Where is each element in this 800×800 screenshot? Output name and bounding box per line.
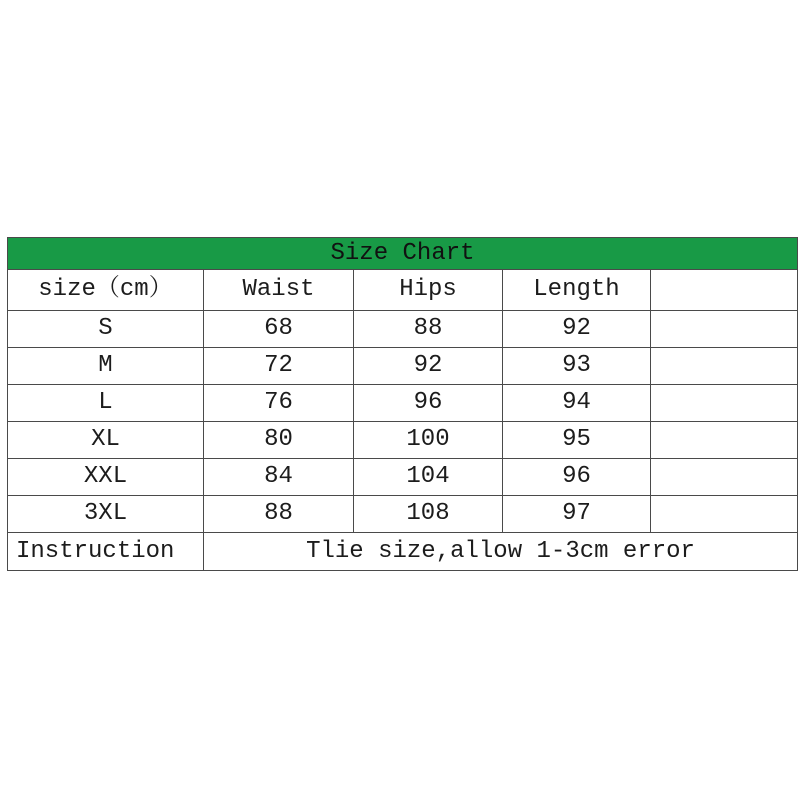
cell-waist: 72 (204, 348, 354, 385)
title-row (8, 238, 798, 270)
cell-extra (651, 385, 798, 422)
instruction-label: Instruction (8, 533, 204, 571)
cell-size: L (8, 385, 204, 422)
cell-extra (651, 348, 798, 385)
column-header-waist: Waist (204, 270, 354, 311)
table-row (8, 311, 798, 348)
cell-waist: 88 (204, 496, 354, 533)
cell-hips: 100 (354, 422, 503, 459)
column-header-hips: Hips (354, 270, 503, 311)
column-header-size: size（cm） (8, 270, 204, 311)
cell-hips: 88 (354, 311, 503, 348)
cell-hips: 92 (354, 348, 503, 385)
cell-size: XL (8, 422, 204, 459)
cell-size: XXL (8, 459, 204, 496)
table-row (8, 459, 798, 496)
cell-extra (651, 496, 798, 533)
cell-extra (651, 459, 798, 496)
table-row (8, 385, 798, 422)
cell-length: 92 (503, 311, 651, 348)
cell-hips: 96 (354, 385, 503, 422)
cell-extra (651, 422, 798, 459)
column-header-length: Length (503, 270, 651, 311)
size-rows (8, 311, 798, 533)
cell-length: 96 (503, 459, 651, 496)
table-row (8, 496, 798, 533)
instruction-row (8, 533, 798, 571)
cell-length: 95 (503, 422, 651, 459)
table-row (8, 422, 798, 459)
cell-waist: 76 (204, 385, 354, 422)
cell-length: 94 (503, 385, 651, 422)
page-title: Size Chart (8, 238, 798, 270)
cell-hips: 108 (354, 496, 503, 533)
cell-length: 97 (503, 496, 651, 533)
cell-waist: 84 (204, 459, 354, 496)
size-chart-table (7, 237, 798, 571)
cell-size: M (8, 348, 204, 385)
cell-length: 93 (503, 348, 651, 385)
cell-size: S (8, 311, 204, 348)
instruction-note: Tlie size,allow 1-3cm error (204, 533, 798, 571)
header-row (8, 270, 798, 311)
table-row (8, 348, 798, 385)
cell-size: 3XL (8, 496, 204, 533)
cell-extra (651, 311, 798, 348)
cell-hips: 104 (354, 459, 503, 496)
cell-waist: 80 (204, 422, 354, 459)
cell-waist: 68 (204, 311, 354, 348)
column-header-empty (651, 270, 798, 311)
